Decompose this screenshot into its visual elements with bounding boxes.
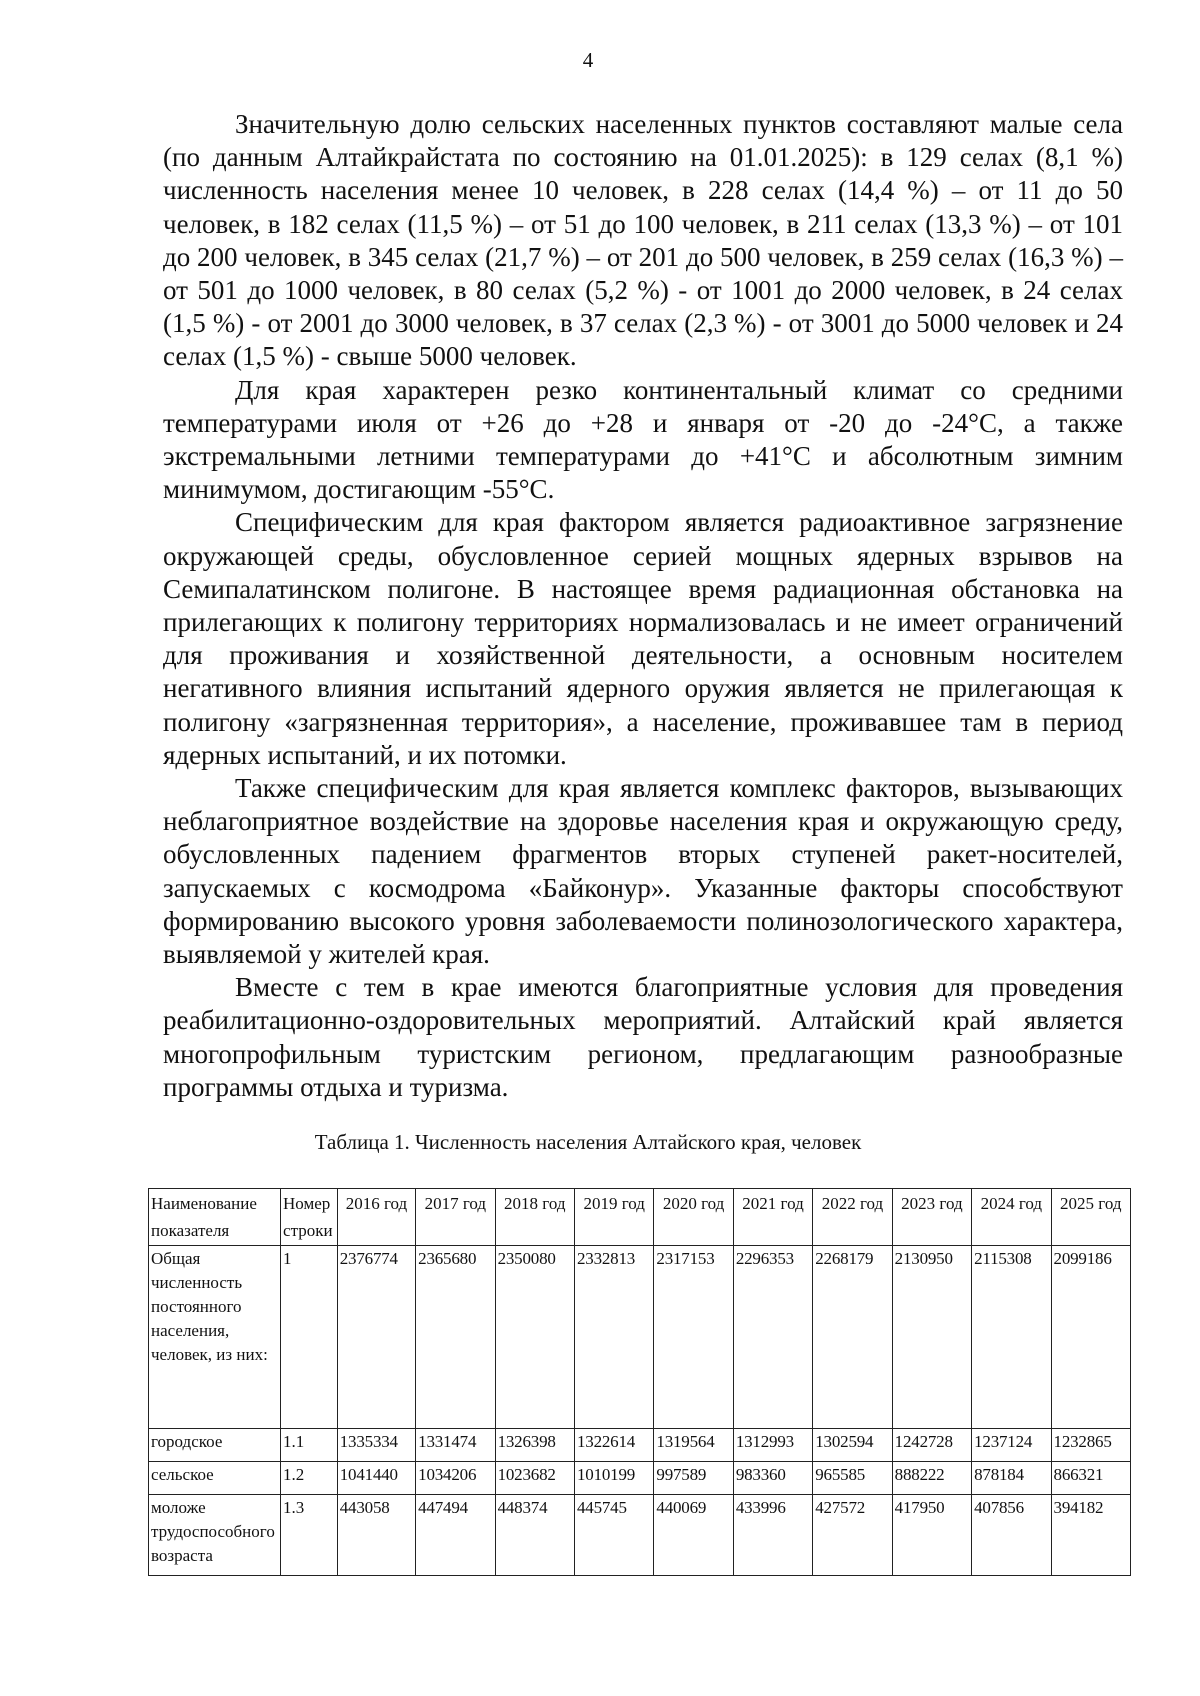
table-cell: 447494 <box>416 1495 495 1576</box>
paragraph-rehabilitation: Вместе с тем в крае имеются благоприятные условия для проведения реабилитационно-оздоровительных мероприятий. Алтайский край является многопрофильным туристским регионом, предлагающим разнообразные программы отдыха и туризма. <box>163 972 1123 1102</box>
table-cell: 2296353 <box>733 1246 812 1429</box>
table-cell: 2365680 <box>416 1246 495 1429</box>
header-year: 2023 год <box>892 1189 971 1246</box>
body-text <box>163 108 1123 1104</box>
table-cell: 440069 <box>654 1495 733 1576</box>
header-year: 2020 год <box>654 1189 733 1246</box>
table-row <box>149 1429 1131 1462</box>
paragraph-small-villages: Значительную долю сельских населенных пунктов составляют малые села (по данным Алтайкрайстата по состоянию на 01.01.2025): в 129 селах (8,1 %) численность населения менее 10 человек, в 228 селах (14,4 %) – от 11 до 50 человек, в 182 селах (11,5 %) – от 51 до 100 человек, в 211 селах (13,3 %) – от 101 до 200 человек, в 345 селах (21,7 %) – от 201 до 500 человек, в 259 селах (16,3 %) – от 501 до 1000 человек, в 80 селах (5,2 %) - от 1001 до 2000 человек, в 24 селах (1,5 %) - от 2001 до 3000 человек, в 37 селах (2,3 %) - от 3001 до 5000 человек и 24 селах (1,5 %) - свыше 5000 человек. <box>163 109 1123 372</box>
population-table <box>148 1188 1131 1576</box>
paragraph-climate: Для края характерен резко континентальный климат со средними температурами июля от +26 до +28 и января от -20 до -24°С, а также экстремальными летними температурами до +41°С и абсолютным зимним минимумом, достигающим -55°С. <box>163 374 1123 505</box>
table-cell: 443058 <box>337 1495 415 1576</box>
table-row <box>149 1246 1131 1429</box>
table-cell: 445745 <box>574 1495 653 1576</box>
table-cell: 2376774 <box>337 1246 415 1429</box>
row-indicator-name: моложе трудоспособного возраста <box>149 1495 281 1576</box>
table-cell: 407856 <box>972 1495 1051 1576</box>
table-cell: 1237124 <box>972 1429 1051 1462</box>
table-cell: 1319564 <box>654 1429 733 1462</box>
paragraph-radiation: Специфическим для края фактором является радиоактивное загрязнение окружающей среды, обусловленное серией мощных ядерных взрывов на Семипалатинском полигоне. В настоящее время радиационная обстановка на прилегающих к полигону территориях нормализовалась и не имеет ограничений для проживания и хозяйственной деятельности, а основным носителем негативного влияния испытаний ядерного оружия является не прилегающая к полигону «загрязненная территория», а население, проживавшее там в период ядерных испытаний, и их потомки. <box>163 507 1123 770</box>
table-cell: 888222 <box>892 1462 971 1495</box>
row-number: 1 <box>281 1246 338 1429</box>
table-cell: 1302594 <box>813 1429 892 1462</box>
table-cell: 2332813 <box>574 1246 653 1429</box>
page-number: 4 <box>582 48 594 72</box>
table-cell: 1010199 <box>574 1462 653 1495</box>
paragraph-baikonur: Также специфическим для края является комплекс факторов, вызывающих неблагоприятное воздействие на здоровье населения края и окружающую среду, обусловленных падением фрагментов вторых ступеней ракет-носителей, запускаемых с космодрома «Байконур». Указанные факторы способствуют формированию высокого уровня заболеваемости полинозологического характера, выявляемой у жителей края. <box>163 773 1123 970</box>
table-cell: 1232865 <box>1051 1429 1130 1462</box>
table-cell: 2268179 <box>813 1246 892 1429</box>
row-indicator-name: сельское <box>149 1462 281 1495</box>
header-year: 2021 год <box>733 1189 812 1246</box>
header-year: 2017 год <box>416 1189 495 1246</box>
table-cell: 866321 <box>1051 1462 1130 1495</box>
table-cell: 1312993 <box>733 1429 812 1462</box>
table-header-row <box>149 1189 1131 1246</box>
table-cell: 1326398 <box>495 1429 574 1462</box>
table-row <box>149 1495 1131 1576</box>
row-indicator-name: Общая численность постоянного населения, человек, из них: <box>149 1246 281 1429</box>
header-indicator-name: Наименование показателя <box>149 1189 281 1246</box>
header-year: 2024 год <box>972 1189 1051 1246</box>
row-number: 1.3 <box>281 1495 338 1576</box>
table-cell: 878184 <box>972 1462 1051 1495</box>
row-number: 1.2 <box>281 1462 338 1495</box>
table-cell: 427572 <box>813 1495 892 1576</box>
header-year: 2025 год <box>1051 1189 1130 1246</box>
row-number: 1.1 <box>281 1429 338 1462</box>
table-cell: 1335334 <box>337 1429 415 1462</box>
table-cell: 1041440 <box>337 1462 415 1495</box>
table-cell: 997589 <box>654 1462 733 1495</box>
header-row-number: Номер строки <box>281 1189 338 1246</box>
table-cell: 433996 <box>733 1495 812 1576</box>
table-cell: 1331474 <box>416 1429 495 1462</box>
table-cell: 2115308 <box>972 1246 1051 1429</box>
header-year: 2019 год <box>574 1189 653 1246</box>
header-year: 2022 год <box>813 1189 892 1246</box>
table-cell: 1242728 <box>892 1429 971 1462</box>
table-cell: 965585 <box>813 1462 892 1495</box>
table-cell: 417950 <box>892 1495 971 1576</box>
table-cell: 1034206 <box>416 1462 495 1495</box>
table-cell: 2317153 <box>654 1246 733 1429</box>
table-cell: 2099186 <box>1051 1246 1130 1429</box>
table-cell: 2350080 <box>495 1246 574 1429</box>
header-year: 2016 год <box>337 1189 415 1246</box>
table-cell: 1322614 <box>574 1429 653 1462</box>
header-year: 2018 год <box>495 1189 574 1246</box>
table-cell: 448374 <box>495 1495 574 1576</box>
table-cell: 394182 <box>1051 1495 1130 1576</box>
table-row <box>149 1462 1131 1495</box>
table-caption: Таблица 1. Численность населения Алтайского края, человек <box>314 1130 862 1154</box>
row-indicator-name: городское <box>149 1429 281 1462</box>
table-cell: 1023682 <box>495 1462 574 1495</box>
table-cell: 983360 <box>733 1462 812 1495</box>
table-cell: 2130950 <box>892 1246 971 1429</box>
